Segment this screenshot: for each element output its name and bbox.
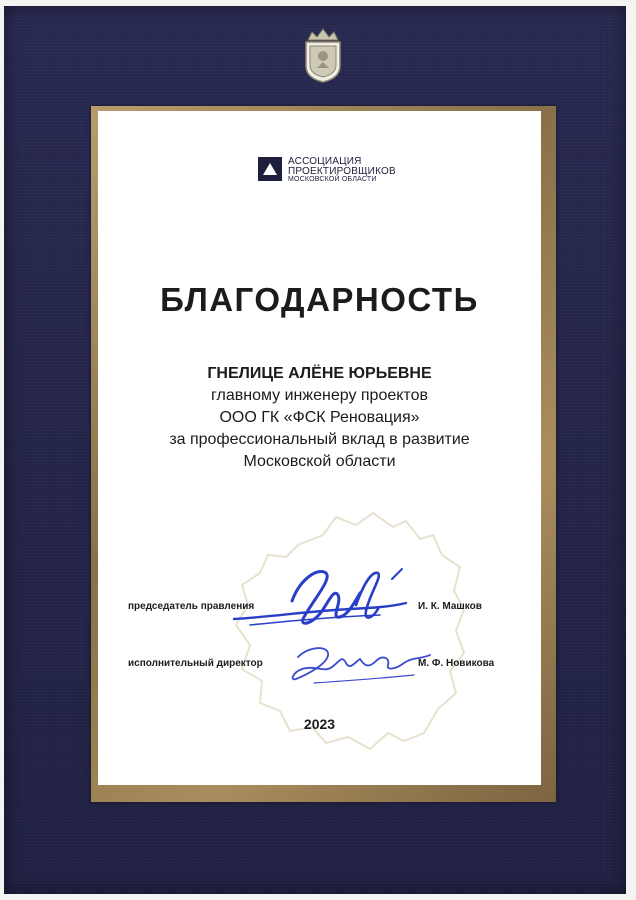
certificate-year: 2023 xyxy=(303,716,336,732)
recipient-position: главному инженеру проектов xyxy=(211,387,428,404)
logo-line-1: АССОЦИАЦИЯ xyxy=(288,156,362,167)
signatory-name: М. Ф. Новикова xyxy=(418,658,495,669)
recipient-company: ООО ГК «ФСК Реновация» xyxy=(219,409,420,426)
recipient-reason-line-1: за профессиональный вклад в развитие xyxy=(169,431,470,448)
signatory-name: И. К. Машков xyxy=(418,601,482,612)
signatory-role: исполнительный директор xyxy=(128,658,263,669)
director-signature xyxy=(284,639,434,689)
triangle-logo-mark-icon xyxy=(258,157,282,181)
logo-line-3: МОСКОВСКОЙ ОБЛАСТИ xyxy=(288,176,377,183)
chairman-signature xyxy=(230,559,410,639)
coat-of-arms-icon xyxy=(300,26,346,84)
association-logo xyxy=(258,155,396,187)
recipient-reason-line-2: Московской области xyxy=(243,453,396,470)
recipient-block xyxy=(98,363,541,473)
certificate-heading: БЛАГОДАРНОСТЬ xyxy=(160,281,479,318)
signatory-role: председатель правления xyxy=(128,601,255,612)
recipient-name: ГНЕЛИЦЕ АЛЁНЕ ЮРЬЕВНЕ xyxy=(207,365,432,382)
logo-line-2: ПРОЕКТИРОВЩИКОВ xyxy=(288,166,396,177)
certificate-sheet xyxy=(98,111,541,785)
certificate-folder xyxy=(4,6,626,894)
